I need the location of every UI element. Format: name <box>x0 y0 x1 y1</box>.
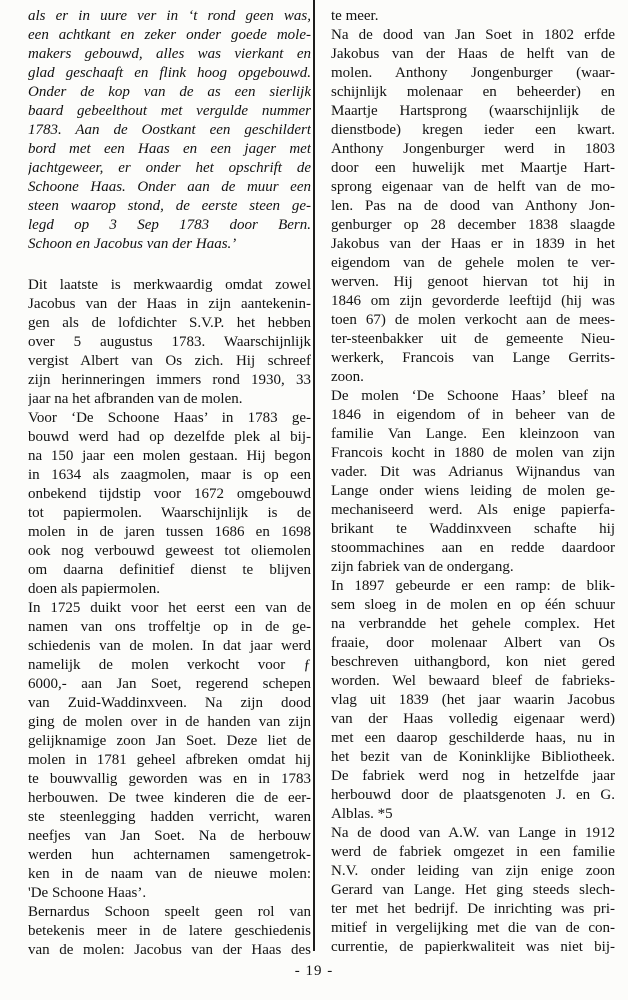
text-line: het bezit van de Koninklijke Bibliotheek. <box>331 749 615 765</box>
text-line: stoommachines aan en redde daardoor <box>331 540 615 556</box>
text-line: Alblas. *5 <box>331 806 393 822</box>
text-line: De fabriek werd nog in hetzelfde jaar <box>331 768 615 784</box>
text-line: De molen ‘De Schoone Haas’ bleef na <box>331 388 615 404</box>
text-line: 6000,- aan Jan Soet, regerend schepen <box>28 676 311 692</box>
text-line: steen waarop stond, de eerste steen ge- <box>28 198 311 214</box>
text-line: Na de dood van A.W. van Lange in 1912 <box>331 825 615 841</box>
text-line: onbekend tijdstip voor 1672 omgebouwd <box>28 486 311 502</box>
text-line: te meer. <box>331 8 379 24</box>
text-line: Jakobus van der Haas de helft van de <box>331 46 615 62</box>
paragraph <box>28 409 311 599</box>
text-line: len. Pas na de dood van Anthony Jon- <box>331 198 615 214</box>
text-line: ste steenlegging hadden verricht, waren <box>28 809 311 825</box>
text-column-left <box>28 7 311 960</box>
text-line: currentie, de papierkwaliteit was niet bij- <box>331 939 615 955</box>
text-line: ging de molen over in de handen van zijn <box>28 714 311 730</box>
text-line: bouwd werd had op dezelfde plek al bij- <box>28 429 311 445</box>
text-line: als er in uure ver in ‘t rond geen was, <box>28 8 311 24</box>
text-line: bord met een Haas en een jager met <box>28 141 311 157</box>
text-line: werden hun achternamen samengetrok- <box>28 847 311 863</box>
text-line: dienstbode) kregen ieder een kwart. <box>331 122 615 138</box>
paragraph <box>28 7 311 254</box>
text-line: legd op 3 Sep 1783 door Bern. <box>28 217 311 233</box>
text-line: om daarna definitief dienst te blijven <box>28 562 311 578</box>
text-line: werd de fabriek omgezet in een familie <box>331 844 615 860</box>
text-line: 1783. Aan de Oostkant een geschildert <box>28 122 311 138</box>
text-line: schijnlijk molenaar en beheerder) en <box>331 84 615 100</box>
column-divider-rule <box>313 0 315 951</box>
text-line: mitief in vergelijking met die van de con- <box>331 920 615 936</box>
text-line: familie Van Lange. Een kleinzoon van <box>331 426 615 442</box>
text-line: vader. Dit was Adrianus Wijnandus van <box>331 464 615 480</box>
text-line: Jacobus van der Haas in zijn aantekenin- <box>28 296 311 312</box>
text-line: herbouwen. De twee kinderen die de eer- <box>28 790 311 806</box>
text-line: Lange onder wiens leiding de molen ge- <box>331 483 615 499</box>
text-line: eigendom van de gehele molen te ver- <box>331 255 615 271</box>
text-line: te bouwvallig geworden was en in 1783 <box>28 771 311 787</box>
text-line: zoon. <box>331 369 364 385</box>
text-line: beschreven uithangbord, kon niet gered <box>331 654 615 670</box>
text-line: herbouwd door de plaatsgenoten J. en G. <box>331 787 615 803</box>
text-line: 1846 om zijn gevorderde leeftijd (hij was <box>331 293 615 309</box>
text-line: baard gebeelthout met vergulde nummer <box>28 103 311 119</box>
text-line: In 1725 duikt voor het eerst een van de <box>28 600 311 616</box>
text-line: makers gebouwd, alles was vierkant en <box>28 46 311 62</box>
text-line: sem sloeg in de molen en op één schuur <box>331 597 615 613</box>
text-line: brikant te Waddinxveen schafte hij <box>331 521 615 537</box>
text-line: 1846 in eigendom of in beheer van de <box>331 407 615 423</box>
text-line: sprong eigenaar van de helft van de mo- <box>331 179 615 195</box>
text-line: van Zuid-Waddinxveen. Na zijn dood <box>28 695 311 711</box>
page-number: - 19 - <box>294 963 334 979</box>
text-line: doen als papiermolen. <box>28 581 161 597</box>
text-line: molen in de jaren tussen 1686 en 1698 <box>28 524 311 540</box>
text-line: jaar na het afbranden van de molen. <box>28 391 243 407</box>
text-line: molen. Anthony Jongenburger (waar- <box>331 65 615 81</box>
text-line: ter-steenbakker uit de gemeente Nieu- <box>331 331 615 347</box>
paragraph <box>331 387 615 577</box>
text-line: jachtgeweer, er onder het opschrift de <box>28 160 311 176</box>
text-line: na 150 jaar een molen gestaan. Hij begon <box>28 448 311 464</box>
paragraph <box>331 824 615 957</box>
text-line: ook nog verbouwd geweest tot oliemolen <box>28 543 311 559</box>
paragraph <box>331 577 615 824</box>
text-line: In 1897 gebeurde er een ramp: de blik- <box>331 578 615 594</box>
text-line: zijn herinneringen immers rond 1930, 33 <box>28 372 311 388</box>
text-line: glad geschaaft en flink hoog opgebouwd. <box>28 65 311 81</box>
text-line: gen als de lofdichter S.V.P. het hebben <box>28 315 311 331</box>
text-line: namelijk de molen verkocht voor ƒ <box>28 657 311 673</box>
text-line: genburger op 28 december 1838 slaagde <box>331 217 615 233</box>
text-line: Jakobus van der Haas er in 1839 in het <box>331 236 615 252</box>
text-line: fraaie, door molenaar Albert van Os <box>331 635 615 651</box>
text-line: ken in de naam van de nieuwe molen: <box>28 866 311 882</box>
text-line: in 1634 als zaagmolen, maar is op een <box>28 467 311 483</box>
text-line: zijn fabriek van de ondergang. <box>331 559 514 575</box>
text-line: gelijknamige zoon Jan Soet. Deze liet de <box>28 733 311 749</box>
text-line: werkerk, Francois van Lange Gerrits- <box>331 350 615 366</box>
text-line: vergist Albert van Os zich. Hij schreef <box>28 353 311 369</box>
text-line: toen 67) de molen verkocht aan de mees- <box>331 312 615 328</box>
text-line: tot papiermolen. Waarschijnlijk is de <box>28 505 311 521</box>
text-line: namen van ons troffeltje op in de ge- <box>28 619 311 635</box>
text-line: worden. Wel bewaard bleef de fabrieks- <box>331 673 615 689</box>
text-line: met een daarop geschilderde haas, nu in <box>331 730 615 746</box>
text-line: over 5 augustus 1783. Waarschijnlijk <box>28 334 311 350</box>
text-line: Anthony Jongenburger werd in 1803 <box>331 141 615 157</box>
text-line: werven. Hij genoot hiervan tot hij in <box>331 274 615 290</box>
text-line: 'De Schoone Haas’. <box>28 885 147 901</box>
paragraph <box>28 276 311 409</box>
text-line: Onder de kop van de as een sierlijk <box>28 84 311 100</box>
text-line: Bernardus Schoon speelt geen rol van <box>28 904 311 920</box>
text-column-right <box>331 7 615 957</box>
text-line: Na de dood van Jan Soet in 1802 erfde <box>331 27 615 43</box>
text-line: Francois kocht in 1880 de molen van zijn <box>331 445 615 461</box>
text-line: een achtkant en zeker onder goede mole- <box>28 27 311 43</box>
text-line: neefjes van Jan Soet. Na de herbouw <box>28 828 311 844</box>
text-line: schiedenis van de molen. In dat jaar werd <box>28 638 311 654</box>
text-line: Maartje Hartsprong (waarschijnlijk de <box>331 103 615 119</box>
text-line: Gerard van Lange. Het ging steeds slech- <box>331 882 615 898</box>
text-line: N.V. onder leiding van zijn enige zoon <box>331 863 615 879</box>
paragraph <box>331 26 615 387</box>
text-line: Dit laatste is merkwaardig omdat zowel <box>28 277 311 293</box>
paragraph <box>331 7 615 26</box>
text-line: van der Haas volledig eigenaar werd) <box>331 711 615 727</box>
text-line: betekenis meer in de latere geschiedenis <box>28 923 311 939</box>
text-line: van de molen: Jacobus van der Haas des <box>28 942 311 958</box>
text-line: door een huwelijk met Maartje Hart- <box>331 160 615 176</box>
text-line: molen in 1781 geheel afbreken omdat hij <box>28 752 311 768</box>
text-line: vlag uit 1839 (het jaar waarin Jacobus <box>331 692 615 708</box>
text-line: Voor ‘De Schoone Haas’ in 1783 ge- <box>28 410 311 426</box>
paragraph <box>28 903 311 960</box>
text-line: mechaniseerd werd. Als enige papierfa- <box>331 502 615 518</box>
paragraph <box>28 599 311 903</box>
text-line: na verbrandde het gehele complex. Het <box>331 616 615 632</box>
text-line: Schoon en Jacobus van der Haas.’ <box>28 236 237 252</box>
text-line: ter met het bedrijf. De inrichting was pri- <box>331 901 615 917</box>
text-line: Schoone Haas. Onder aan de muur een <box>28 179 311 195</box>
